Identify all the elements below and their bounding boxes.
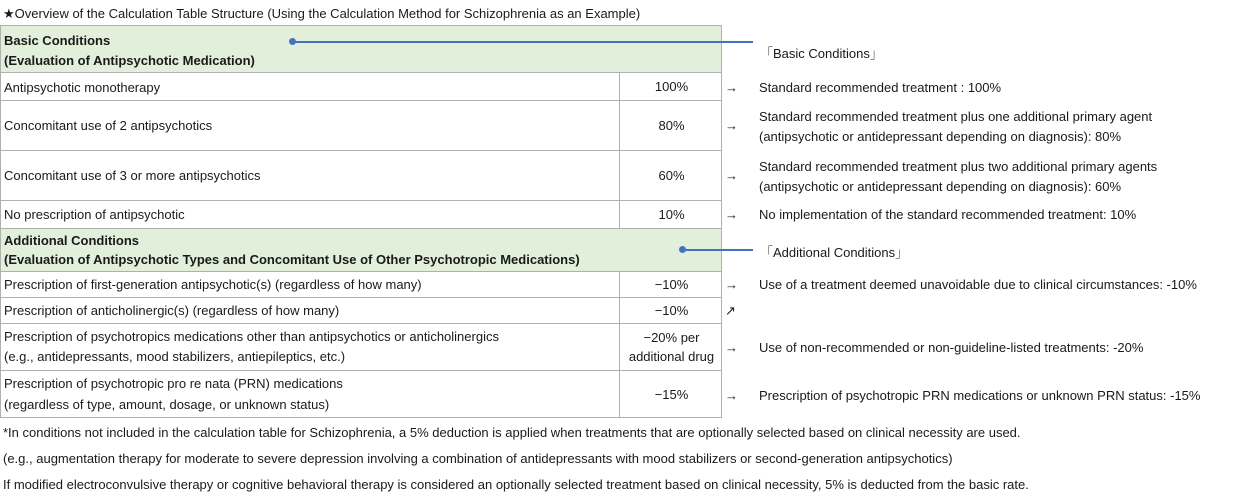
table-row [0, 101, 722, 151]
row-value: −15% [619, 371, 723, 417]
table-row [0, 73, 722, 101]
arrow-icon: → [725, 80, 738, 95]
additional-desc: Prescription of psychotropic PRN medications or unknown PRN status: -15% [759, 388, 1201, 403]
row-value: 80% [619, 101, 723, 150]
arrow-icon: → [725, 118, 738, 133]
basic-desc: No implementation of the standard recommended treatment: 10% [759, 207, 1137, 222]
basic-desc: Standard recommended treatment plus two additional primary agents [759, 159, 1158, 174]
arrow-ne-icon: ↗ [725, 303, 736, 318]
basic-desc: Standard recommended treatment : 100% [759, 80, 1002, 95]
table-row [0, 151, 722, 201]
arrow-icon: → [725, 277, 738, 292]
basic-header-line1: Basic Conditions [4, 33, 111, 48]
additional-header-line2: (Evaluation of Antipsychotic Types and Concomitant Use of Other Psychotropic Medications) [4, 252, 580, 267]
row-label: Prescription of anticholinergic(s) (regardless of how many) [4, 303, 340, 318]
row-label-sub: (regardless of type, amount, dosage, or unknown status) [4, 397, 330, 412]
additional-callout-line [683, 249, 753, 251]
arrow-icon: → [725, 340, 738, 355]
row-label: Antipsychotic monotherapy [4, 80, 161, 95]
footnote: (e.g., augmentation therapy for moderate to severe depression involving a combination of antidepressants with mood stabilizers or second-generation antipsychotics) [3, 451, 953, 466]
row-value: 60% [619, 151, 723, 200]
footnote: If modified electroconvulsive therapy or cognitive behavioral therapy is considered an optionally selected treatment based on clinical necessity, 5% is deducted from the basic rate. [3, 477, 1029, 492]
arrow-icon: → [725, 207, 738, 222]
row-label: No prescription of antipsychotic [4, 207, 185, 222]
row-value: −10% [619, 298, 723, 323]
row-value: 100% [619, 73, 723, 100]
table-row [0, 201, 722, 229]
basic-desc-sub: (antipsychotic or antidepressant depending on diagnosis): 60% [759, 179, 1122, 194]
arrow-icon: → [725, 388, 738, 403]
row-label-sub: (e.g., antidepressants, mood stabilizers, antiepileptics, etc.) [4, 349, 346, 364]
row-label: Prescription of psychotropic pro re nata (PRN) medications [4, 376, 343, 391]
basic-header-line2: (Evaluation of Antipsychotic Medication) [4, 53, 255, 68]
additional-desc: Use of non-recommended or non-guideline-listed treatments: -20% [759, 340, 1144, 355]
basic-callout-label: 「Basic Conditions」 [760, 46, 883, 61]
table-row [0, 272, 722, 298]
row-value-line1: −20% per [643, 330, 700, 345]
row-value-line2: additional drug [628, 349, 715, 364]
additional-callout-label: 「Additional Conditions」 [760, 245, 909, 260]
basic-desc: Standard recommended treatment plus one additional primary agent [759, 109, 1153, 124]
additional-header-line1: Additional Conditions [4, 233, 140, 248]
basic-desc-sub: (antipsychotic or antidepressant depending on diagnosis): 80% [759, 129, 1122, 144]
row-label: Prescription of psychotropics medications other than antipsychotics or anticholinergics [4, 329, 499, 344]
basic-callout-line [293, 41, 753, 43]
row-value: 10% [619, 201, 723, 228]
table-row [0, 298, 722, 324]
table-row [0, 371, 722, 418]
row-value [619, 324, 723, 370]
additional-desc: Use of a treatment deemed unavoidable due to clinical circumstances: -10% [759, 277, 1197, 292]
row-label: Concomitant use of 3 or more antipsychotics [4, 168, 261, 183]
footnote: *In conditions not included in the calculation table for Schizophrenia, a 5% deduction is applied when treatments that are optionally selected based on clinical necessity are used. [3, 425, 1021, 440]
row-value: −10% [619, 272, 723, 297]
row-label: Concomitant use of 2 antipsychotics [4, 118, 213, 133]
additional-conditions-header [0, 229, 722, 272]
arrow-icon: → [725, 168, 738, 183]
page-title: ★Overview of the Calculation Table Structure (Using the Calculation Method for Schizophrenia as an Example) [3, 6, 641, 21]
row-label: Prescription of first-generation antipsychotic(s) (regardless of how many) [4, 277, 422, 292]
basic-conditions-header [0, 25, 722, 73]
table-row [0, 324, 722, 371]
